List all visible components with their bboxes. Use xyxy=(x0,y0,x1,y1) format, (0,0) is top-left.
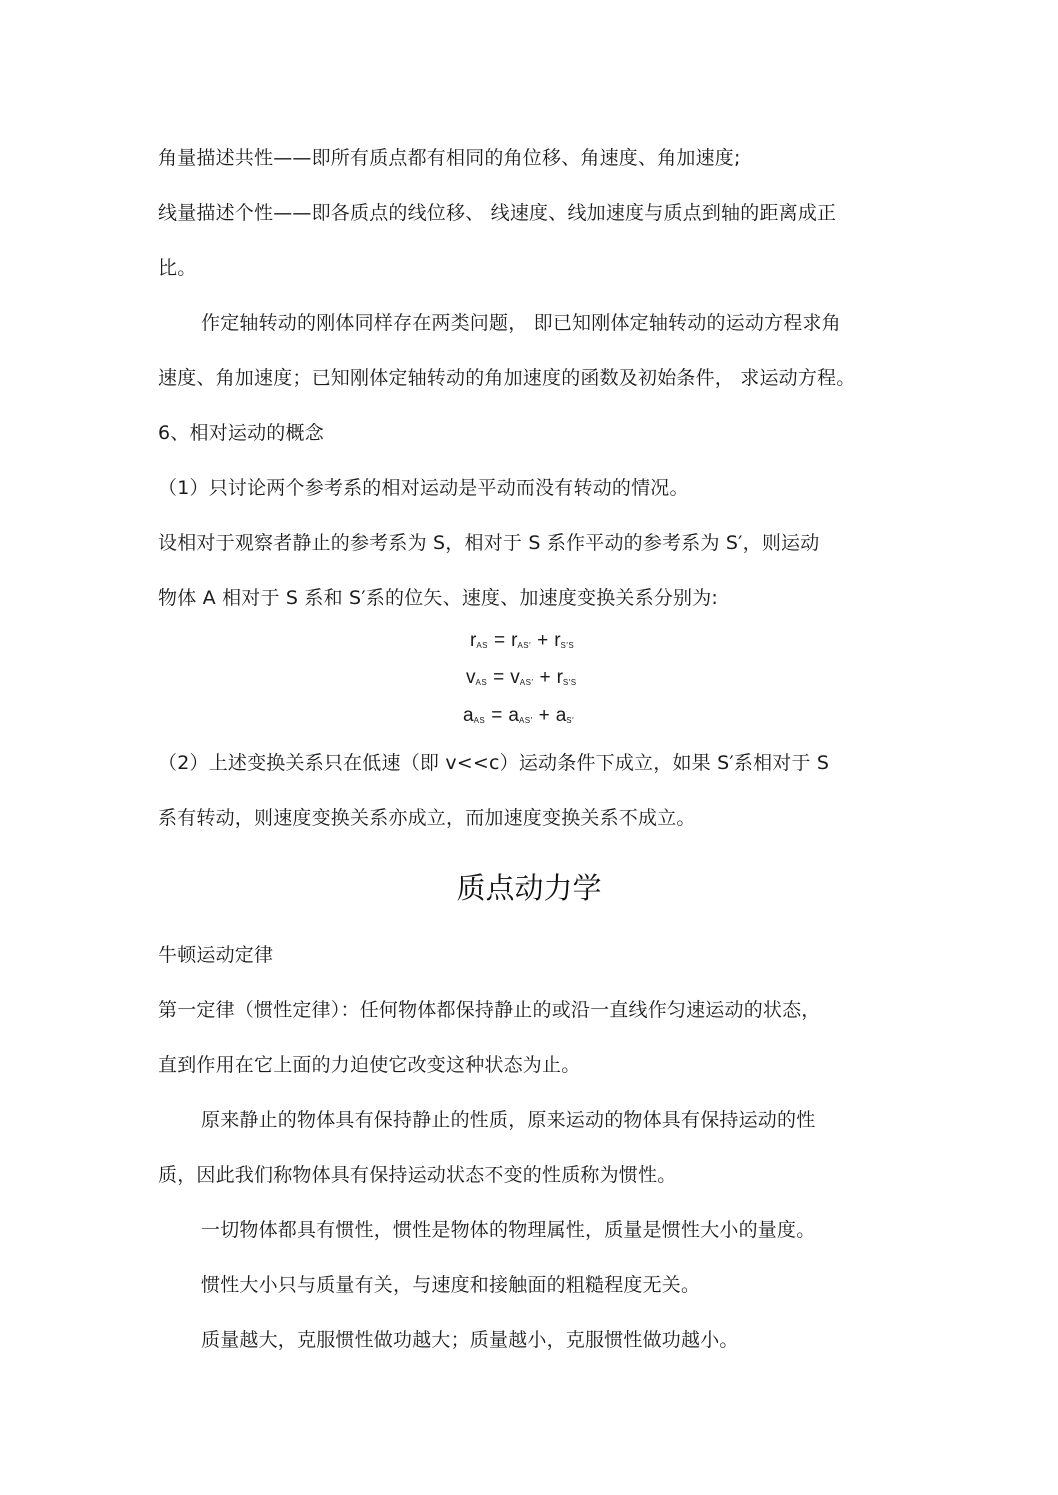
eq-rhs2: r xyxy=(556,667,563,688)
eq-rhs2-sub: S′S xyxy=(560,641,575,650)
paragraph-inertia-definition-cont: 质，因此我们称物体具有保持运动状态不变的性质称为惯性。 xyxy=(158,1164,677,1186)
list-item-2: （2）上述变换关系只在低速（即 v<<c）运动条件下成立，如果 S′系相对于 S xyxy=(158,752,830,774)
paragraph-angular-quantities: 角量描述共性——即所有质点都有相同的角位移、角速度、角加速度; xyxy=(158,147,741,169)
eq-rhs2: a xyxy=(555,705,567,726)
eq-rhs1: r xyxy=(511,630,518,651)
eq-rhs1-sub: AS′ xyxy=(519,678,534,687)
eq-plus: + xyxy=(537,630,549,651)
list-item-2-cont: 系有转动，则速度变换关系亦成立，而加速度变换关系不成立。 xyxy=(158,807,696,829)
eq-rhs1-sub: AS′ xyxy=(518,716,533,725)
eq-rhs2-sub: S′ xyxy=(566,716,575,725)
eq-lhs: r xyxy=(470,630,477,651)
eq-equals: = xyxy=(491,705,503,726)
eq-rhs1-sub: AS′ xyxy=(517,641,532,650)
paragraph-two-problems-cont: 速度、角加速度；已知刚体定轴转动的角加速度的函数及初始条件， 求运动方程。 xyxy=(158,367,856,389)
subsection-newton-laws: 牛顿运动定律 xyxy=(158,944,274,966)
paragraph-inertia-property: 一切物体都具有惯性，惯性是物体的物理属性，质量是惯性大小的量度。 xyxy=(201,1219,816,1241)
paragraph-two-problems: 作定轴转动的刚体同样存在两类问题， 即已知刚体定轴转动的运动方程求角 xyxy=(201,312,841,334)
eq-lhs-sub: AS xyxy=(473,716,486,725)
eq-lhs-sub: AS xyxy=(475,678,488,687)
eq-lhs-sub: AS xyxy=(476,641,488,650)
paragraph-first-law-cont: 直到作用在它上面的力迫使它改变这种状态为止。 xyxy=(158,1054,581,1076)
eq-rhs2-sub: S′S xyxy=(562,678,577,687)
eq-equals: = xyxy=(493,667,505,688)
eq-plus: + xyxy=(538,705,550,726)
paragraph-linear-quantities-cont: 比。 xyxy=(158,257,197,279)
eq-rhs1: a xyxy=(508,705,519,726)
equation-acceleration xyxy=(463,704,574,733)
paragraph-inertia-mass: 惯性大小只与质量有关，与速度和接触面的粗糙程度无关。 xyxy=(201,1274,701,1296)
eq-plus: + xyxy=(539,667,551,688)
equation-velocity xyxy=(466,666,577,695)
list-item-1: （1）只讨论两个参考系的相对运动是平动而没有转动的情况。 xyxy=(158,477,689,499)
paragraph-reference-frames-cont: 物体 A 相对于 S 系和 S′系的位矢、速度、加速度变换关系分别为: xyxy=(158,587,719,609)
eq-lhs: v xyxy=(466,667,476,688)
paragraph-reference-frames: 设相对于观察者静止的参考系为 S，相对于 S 系作平动的参考系为 S′，则运动 xyxy=(158,532,820,554)
eq-lhs: a xyxy=(463,705,474,726)
eq-rhs2: r xyxy=(554,630,561,651)
chapter-heading: 质点动力学 xyxy=(456,871,602,905)
section-heading-relative-motion: 6、相对运动的概念 xyxy=(158,422,324,444)
eq-equals: = xyxy=(494,630,506,651)
equation-position xyxy=(470,629,574,658)
paragraph-inertia-work: 质量越大，克服惯性做功越大；质量越小，克服惯性做功越小。 xyxy=(201,1329,739,1351)
paragraph-linear-quantities: 线量描述个性——即各质点的线位移、 线速度、线加速度与质点到轴的距离成正 xyxy=(158,202,837,224)
paragraph-inertia-definition: 原来静止的物体具有保持静止的性质，原来运动的物体具有保持运动的性 xyxy=(201,1109,816,1131)
eq-rhs1: v xyxy=(510,667,520,688)
paragraph-first-law: 第一定律（惯性定律）：任何物体都保持静止的或沿一直线作匀速运动的状态， xyxy=(158,999,821,1021)
